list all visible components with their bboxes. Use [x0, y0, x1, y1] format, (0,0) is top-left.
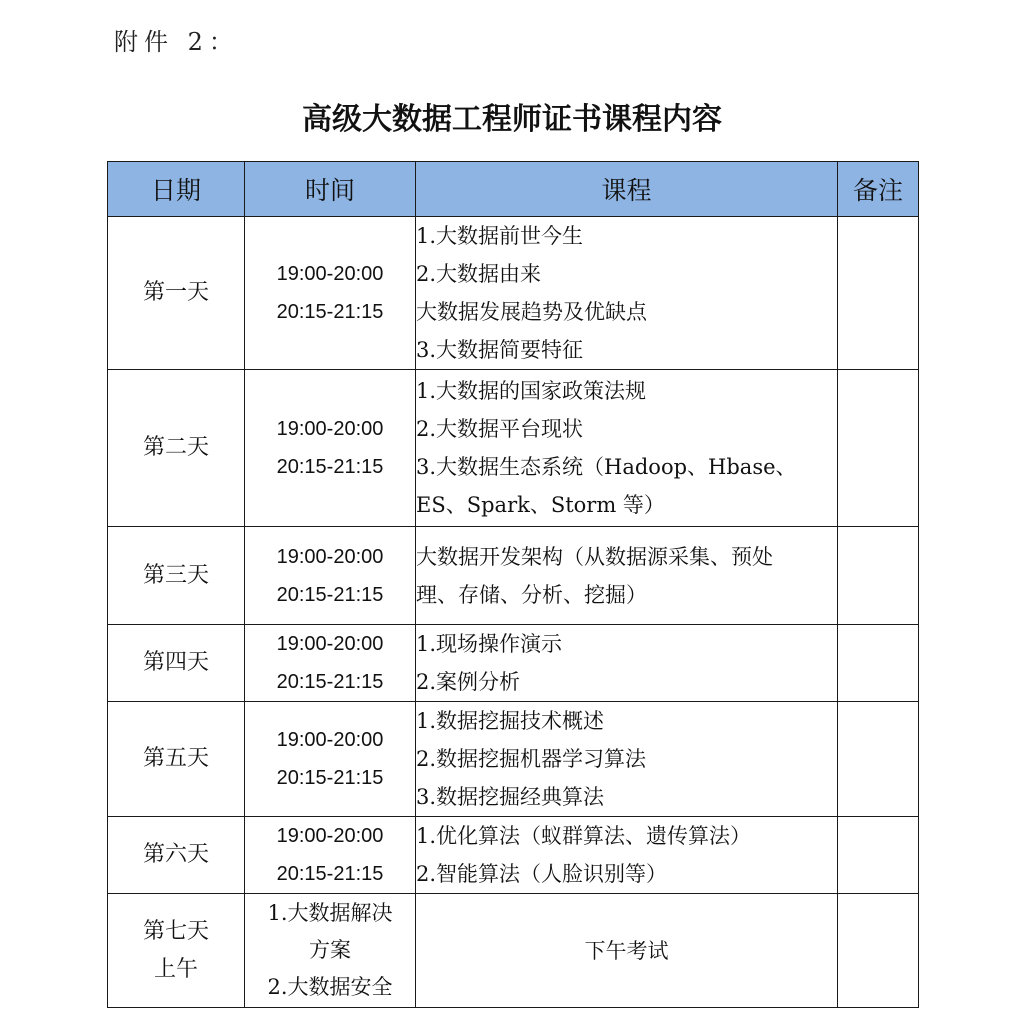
course-line: 理、存储、分析、挖掘）	[416, 582, 647, 607]
note-cell	[838, 817, 919, 894]
note-cell	[838, 217, 919, 370]
time-cell	[245, 370, 416, 527]
time-line: 方案	[309, 938, 351, 962]
date-cell	[108, 894, 245, 1008]
course-line: 大数据开发架构（从数据源采集、预处	[416, 544, 773, 569]
header-course: 课程	[416, 162, 838, 217]
time-cell	[245, 217, 416, 370]
date-cell	[108, 527, 245, 625]
time-slot: 19:00-20:00	[276, 825, 384, 847]
course-cell	[416, 527, 838, 625]
time-slot: 20:15-21:15	[276, 456, 384, 478]
attachment-label: 附件 2：	[114, 28, 239, 56]
course-line: 3.数据挖掘经典算法	[416, 785, 605, 809]
time-slot: 19:00-20:00	[276, 633, 384, 655]
course-line: 下午考试	[584, 938, 669, 963]
course-cell	[416, 702, 838, 817]
time-slot: 20:15-21:15	[276, 767, 384, 789]
table-row	[108, 817, 919, 894]
course-cell	[416, 370, 838, 527]
course-line: 2.数据挖掘机器学习算法	[416, 747, 647, 771]
table-row	[108, 625, 919, 702]
date-text: 上午	[153, 956, 198, 982]
time-slot: 19:00-20:00	[276, 729, 384, 751]
course-line: 1.大数据的国家政策法规	[416, 379, 647, 403]
time-slot: 19:00-20:00	[276, 263, 384, 285]
note-cell	[838, 527, 919, 625]
course-schedule-table	[107, 161, 919, 1008]
table-row	[108, 702, 919, 817]
course-line: 大数据发展趋势及优缺点	[416, 300, 647, 324]
time-slot: 20:15-21:15	[276, 301, 384, 323]
course-cell	[416, 894, 838, 1008]
course-line: 2.大数据平台现状	[416, 417, 584, 441]
date-text: 第四天	[142, 650, 209, 675]
course-line: 2.智能算法（人脸识别等）	[416, 862, 668, 886]
time-cell	[245, 894, 416, 1008]
date-text: 第二天	[142, 435, 209, 460]
table-row	[108, 894, 919, 1008]
date-text: 第六天	[142, 842, 209, 867]
time-cell	[245, 702, 416, 817]
date-cell	[108, 217, 245, 370]
note-cell	[838, 625, 919, 702]
course-line: ES、Spark、Storm 等）	[416, 493, 665, 517]
course-line: 3.大数据简要特征	[416, 338, 584, 362]
course-line: 1.数据挖掘技术概述	[416, 709, 605, 733]
course-cell	[416, 817, 838, 894]
course-line: 1.优化算法（蚁群算法、遗传算法）	[416, 824, 752, 848]
date-cell	[108, 625, 245, 702]
course-cell	[416, 625, 838, 702]
course-line: 3.大数据生态系统（Hadoop、Hbase、	[416, 455, 797, 479]
course-cell	[416, 217, 838, 370]
header-date: 日期	[108, 162, 245, 217]
time-cell	[245, 625, 416, 702]
date-text: 第一天	[142, 280, 209, 305]
note-cell	[838, 370, 919, 527]
document-title: 高级大数据工程师证书课程内容	[302, 102, 722, 137]
date-cell	[108, 370, 245, 527]
table-row	[108, 370, 919, 527]
date-text: 第五天	[142, 746, 209, 771]
time-cell	[245, 527, 416, 625]
note-cell	[838, 702, 919, 817]
date-cell	[108, 817, 245, 894]
time-slot: 19:00-20:00	[276, 418, 384, 440]
table-row	[108, 217, 919, 370]
date-text: 第三天	[142, 562, 209, 588]
course-line: 1.现场操作演示	[416, 632, 563, 656]
time-slot: 20:15-21:15	[276, 671, 384, 693]
time-slot: 20:15-21:15	[276, 583, 384, 606]
time-slot: 19:00-20:00	[276, 545, 384, 568]
time-line: 2.大数据安全	[267, 975, 393, 999]
table-row	[108, 527, 919, 625]
note-cell	[838, 894, 919, 1008]
time-line: 1.大数据解决	[267, 901, 393, 925]
course-line: 1.大数据前世今生	[416, 224, 584, 248]
date-text: 第七天	[142, 918, 209, 944]
table-header-row	[108, 162, 919, 217]
header-time: 时间	[245, 162, 416, 217]
time-cell	[245, 817, 416, 894]
header-note: 备注	[838, 162, 919, 217]
date-cell	[108, 702, 245, 817]
time-slot: 20:15-21:15	[276, 863, 384, 885]
course-line: 2.案例分析	[416, 670, 521, 694]
course-line: 2.大数据由来	[416, 262, 542, 286]
